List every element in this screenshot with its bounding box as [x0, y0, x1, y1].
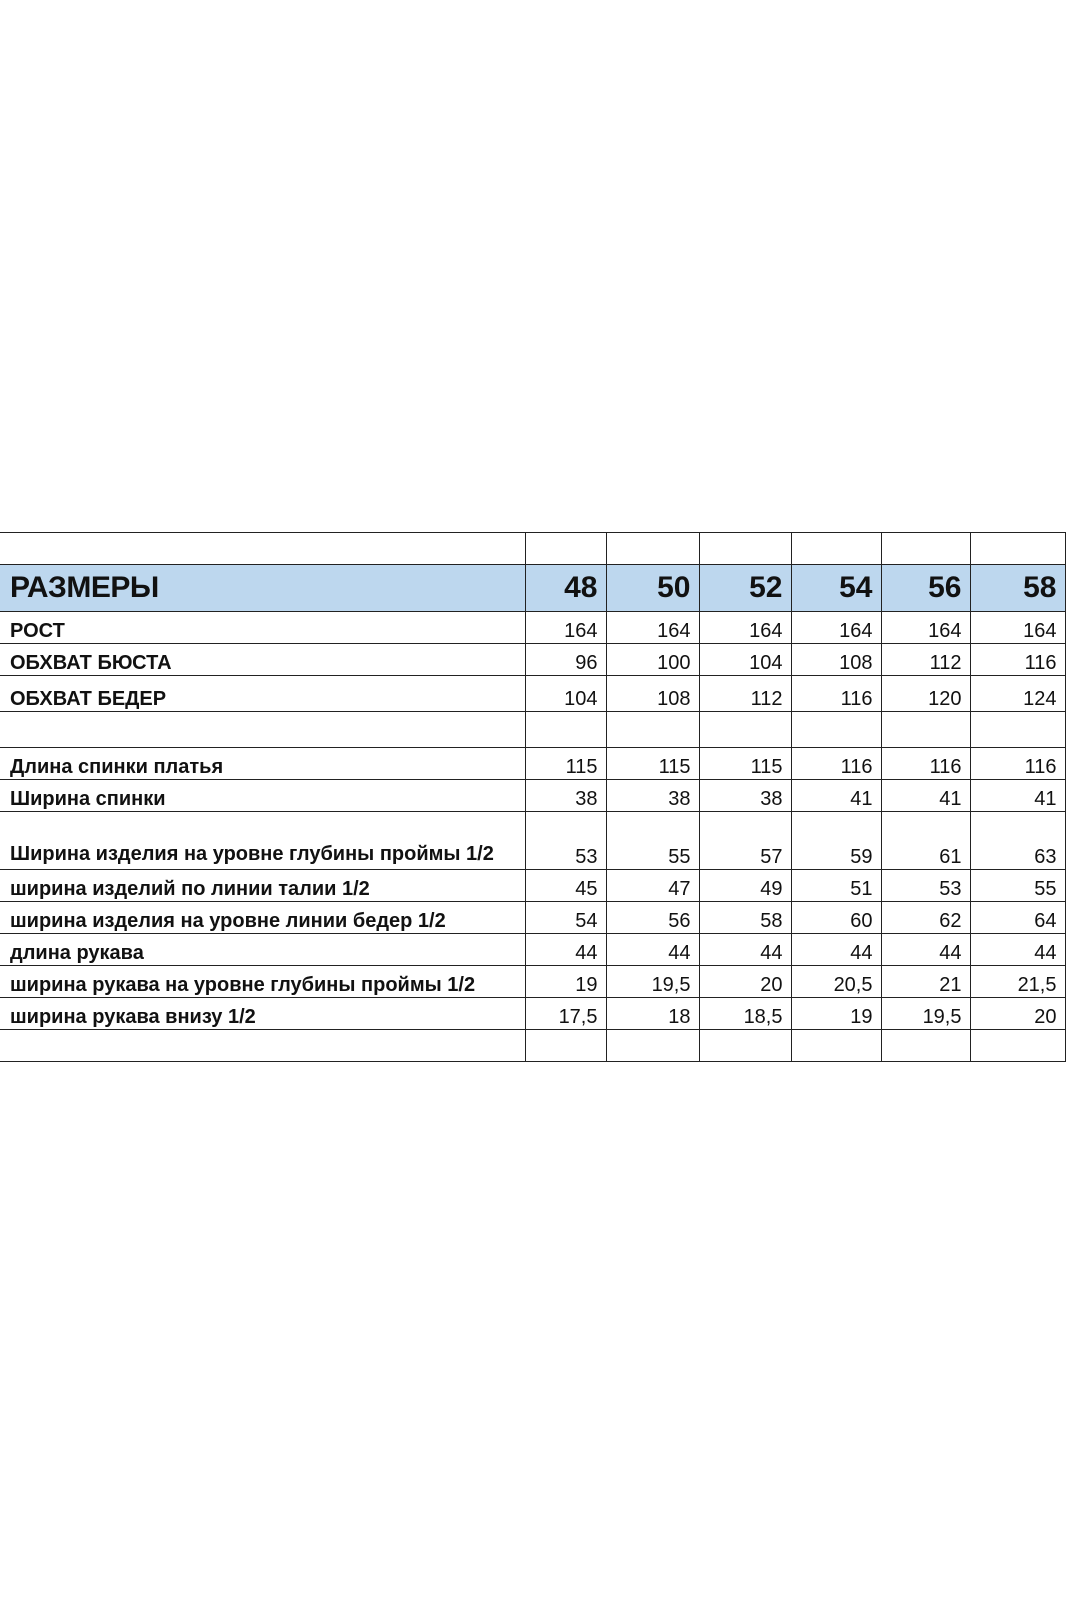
table-row	[0, 612, 1065, 644]
cell-value: 17,5	[525, 998, 606, 1030]
cell-value: 100	[606, 644, 699, 676]
table-row	[0, 644, 1065, 676]
cell-value: 112	[881, 644, 970, 676]
cell-value: 19	[791, 998, 881, 1030]
cell-value: 164	[881, 612, 970, 644]
cell-value: 51	[791, 870, 881, 902]
cell-value: 53	[881, 870, 970, 902]
cell-value: 44	[791, 934, 881, 966]
cell-value: 59	[791, 812, 881, 870]
cell-value: 63	[970, 812, 1065, 870]
row-label: Ширина спинки	[0, 780, 525, 812]
row-label: ширина изделий по линии талии 1/2	[0, 870, 525, 902]
cell-value: 116	[791, 676, 881, 712]
cell-value: 41	[970, 780, 1065, 812]
cell-value: 55	[970, 870, 1065, 902]
row-label: ОБХВАТ БЕДЕР	[0, 676, 525, 712]
cell-value: 115	[525, 748, 606, 780]
cell-value: 49	[699, 870, 791, 902]
cell-value: 44	[699, 934, 791, 966]
size-header: 52	[699, 565, 791, 612]
size-header: 56	[881, 565, 970, 612]
cell-value: 53	[525, 812, 606, 870]
cell-value: 18	[606, 998, 699, 1030]
cell-value: 20	[699, 966, 791, 998]
cell-value: 38	[699, 780, 791, 812]
cell-value: 21,5	[970, 966, 1065, 998]
cell-value: 38	[525, 780, 606, 812]
row-label: Длина спинки платья	[0, 748, 525, 780]
cell-value: 96	[525, 644, 606, 676]
cell-value: 56	[606, 902, 699, 934]
cell-value: 18,5	[699, 998, 791, 1030]
cell-value: 44	[970, 934, 1065, 966]
cell-value: 164	[791, 612, 881, 644]
cell-value: 104	[525, 676, 606, 712]
size-table	[0, 532, 1066, 1062]
cell-value: 64	[970, 902, 1065, 934]
cell-value: 38	[606, 780, 699, 812]
cell-value: 57	[699, 812, 791, 870]
table-row	[0, 902, 1065, 934]
row-label: ширина рукава на уровне глубины проймы 1/2	[0, 966, 525, 998]
header-row	[0, 565, 1065, 612]
size-chart	[0, 532, 1065, 1062]
cell-value: 20	[970, 998, 1065, 1030]
cell-value: 116	[881, 748, 970, 780]
cell-value: 61	[881, 812, 970, 870]
row-label: ОБХВАТ БЮСТА	[0, 644, 525, 676]
cell-value: 19,5	[881, 998, 970, 1030]
cell-value: 116	[970, 748, 1065, 780]
cell-value: 164	[699, 612, 791, 644]
size-header: 58	[970, 565, 1065, 612]
cell-value: 45	[525, 870, 606, 902]
header-label: РАЗМЕРЫ	[0, 565, 525, 612]
cell-value: 116	[970, 644, 1065, 676]
cell-value: 41	[881, 780, 970, 812]
cell-value: 19	[525, 966, 606, 998]
cell-value: 41	[791, 780, 881, 812]
cell-value: 164	[970, 612, 1065, 644]
cell-value: 164	[606, 612, 699, 644]
cell-value: 112	[699, 676, 791, 712]
cell-value: 115	[699, 748, 791, 780]
empty-row-bottom	[0, 1030, 1065, 1062]
size-header: 54	[791, 565, 881, 612]
row-label: ширина изделия на уровне линии бедер 1/2	[0, 902, 525, 934]
row-label: РОСТ	[0, 612, 525, 644]
table-row	[0, 870, 1065, 902]
cell-value: 62	[881, 902, 970, 934]
table-row	[0, 780, 1065, 812]
cell-value: 58	[699, 902, 791, 934]
cell-value: 21	[881, 966, 970, 998]
cell-value: 108	[606, 676, 699, 712]
row-label: Ширина изделия на уровне глубины проймы 1/2	[0, 812, 525, 870]
empty-row	[0, 712, 1065, 748]
table-row	[0, 998, 1065, 1030]
cell-value: 55	[606, 812, 699, 870]
size-header: 50	[606, 565, 699, 612]
cell-value: 115	[606, 748, 699, 780]
row-label: длина рукава	[0, 934, 525, 966]
cell-value: 44	[606, 934, 699, 966]
table-row	[0, 748, 1065, 780]
size-header: 48	[525, 565, 606, 612]
cell-value: 54	[525, 902, 606, 934]
cell-value: 44	[881, 934, 970, 966]
table-row	[0, 812, 1065, 870]
cell-value: 124	[970, 676, 1065, 712]
cell-value: 104	[699, 644, 791, 676]
cell-value: 108	[791, 644, 881, 676]
cell-value: 20,5	[791, 966, 881, 998]
table-row	[0, 966, 1065, 998]
cell-value: 60	[791, 902, 881, 934]
cell-value: 47	[606, 870, 699, 902]
cell-value: 164	[525, 612, 606, 644]
empty-row-top	[0, 533, 1065, 565]
cell-value: 120	[881, 676, 970, 712]
cell-value: 116	[791, 748, 881, 780]
table-row	[0, 934, 1065, 966]
row-label: ширина рукава внизу 1/2	[0, 998, 525, 1030]
cell-value: 44	[525, 934, 606, 966]
cell-value: 19,5	[606, 966, 699, 998]
table-row	[0, 676, 1065, 712]
